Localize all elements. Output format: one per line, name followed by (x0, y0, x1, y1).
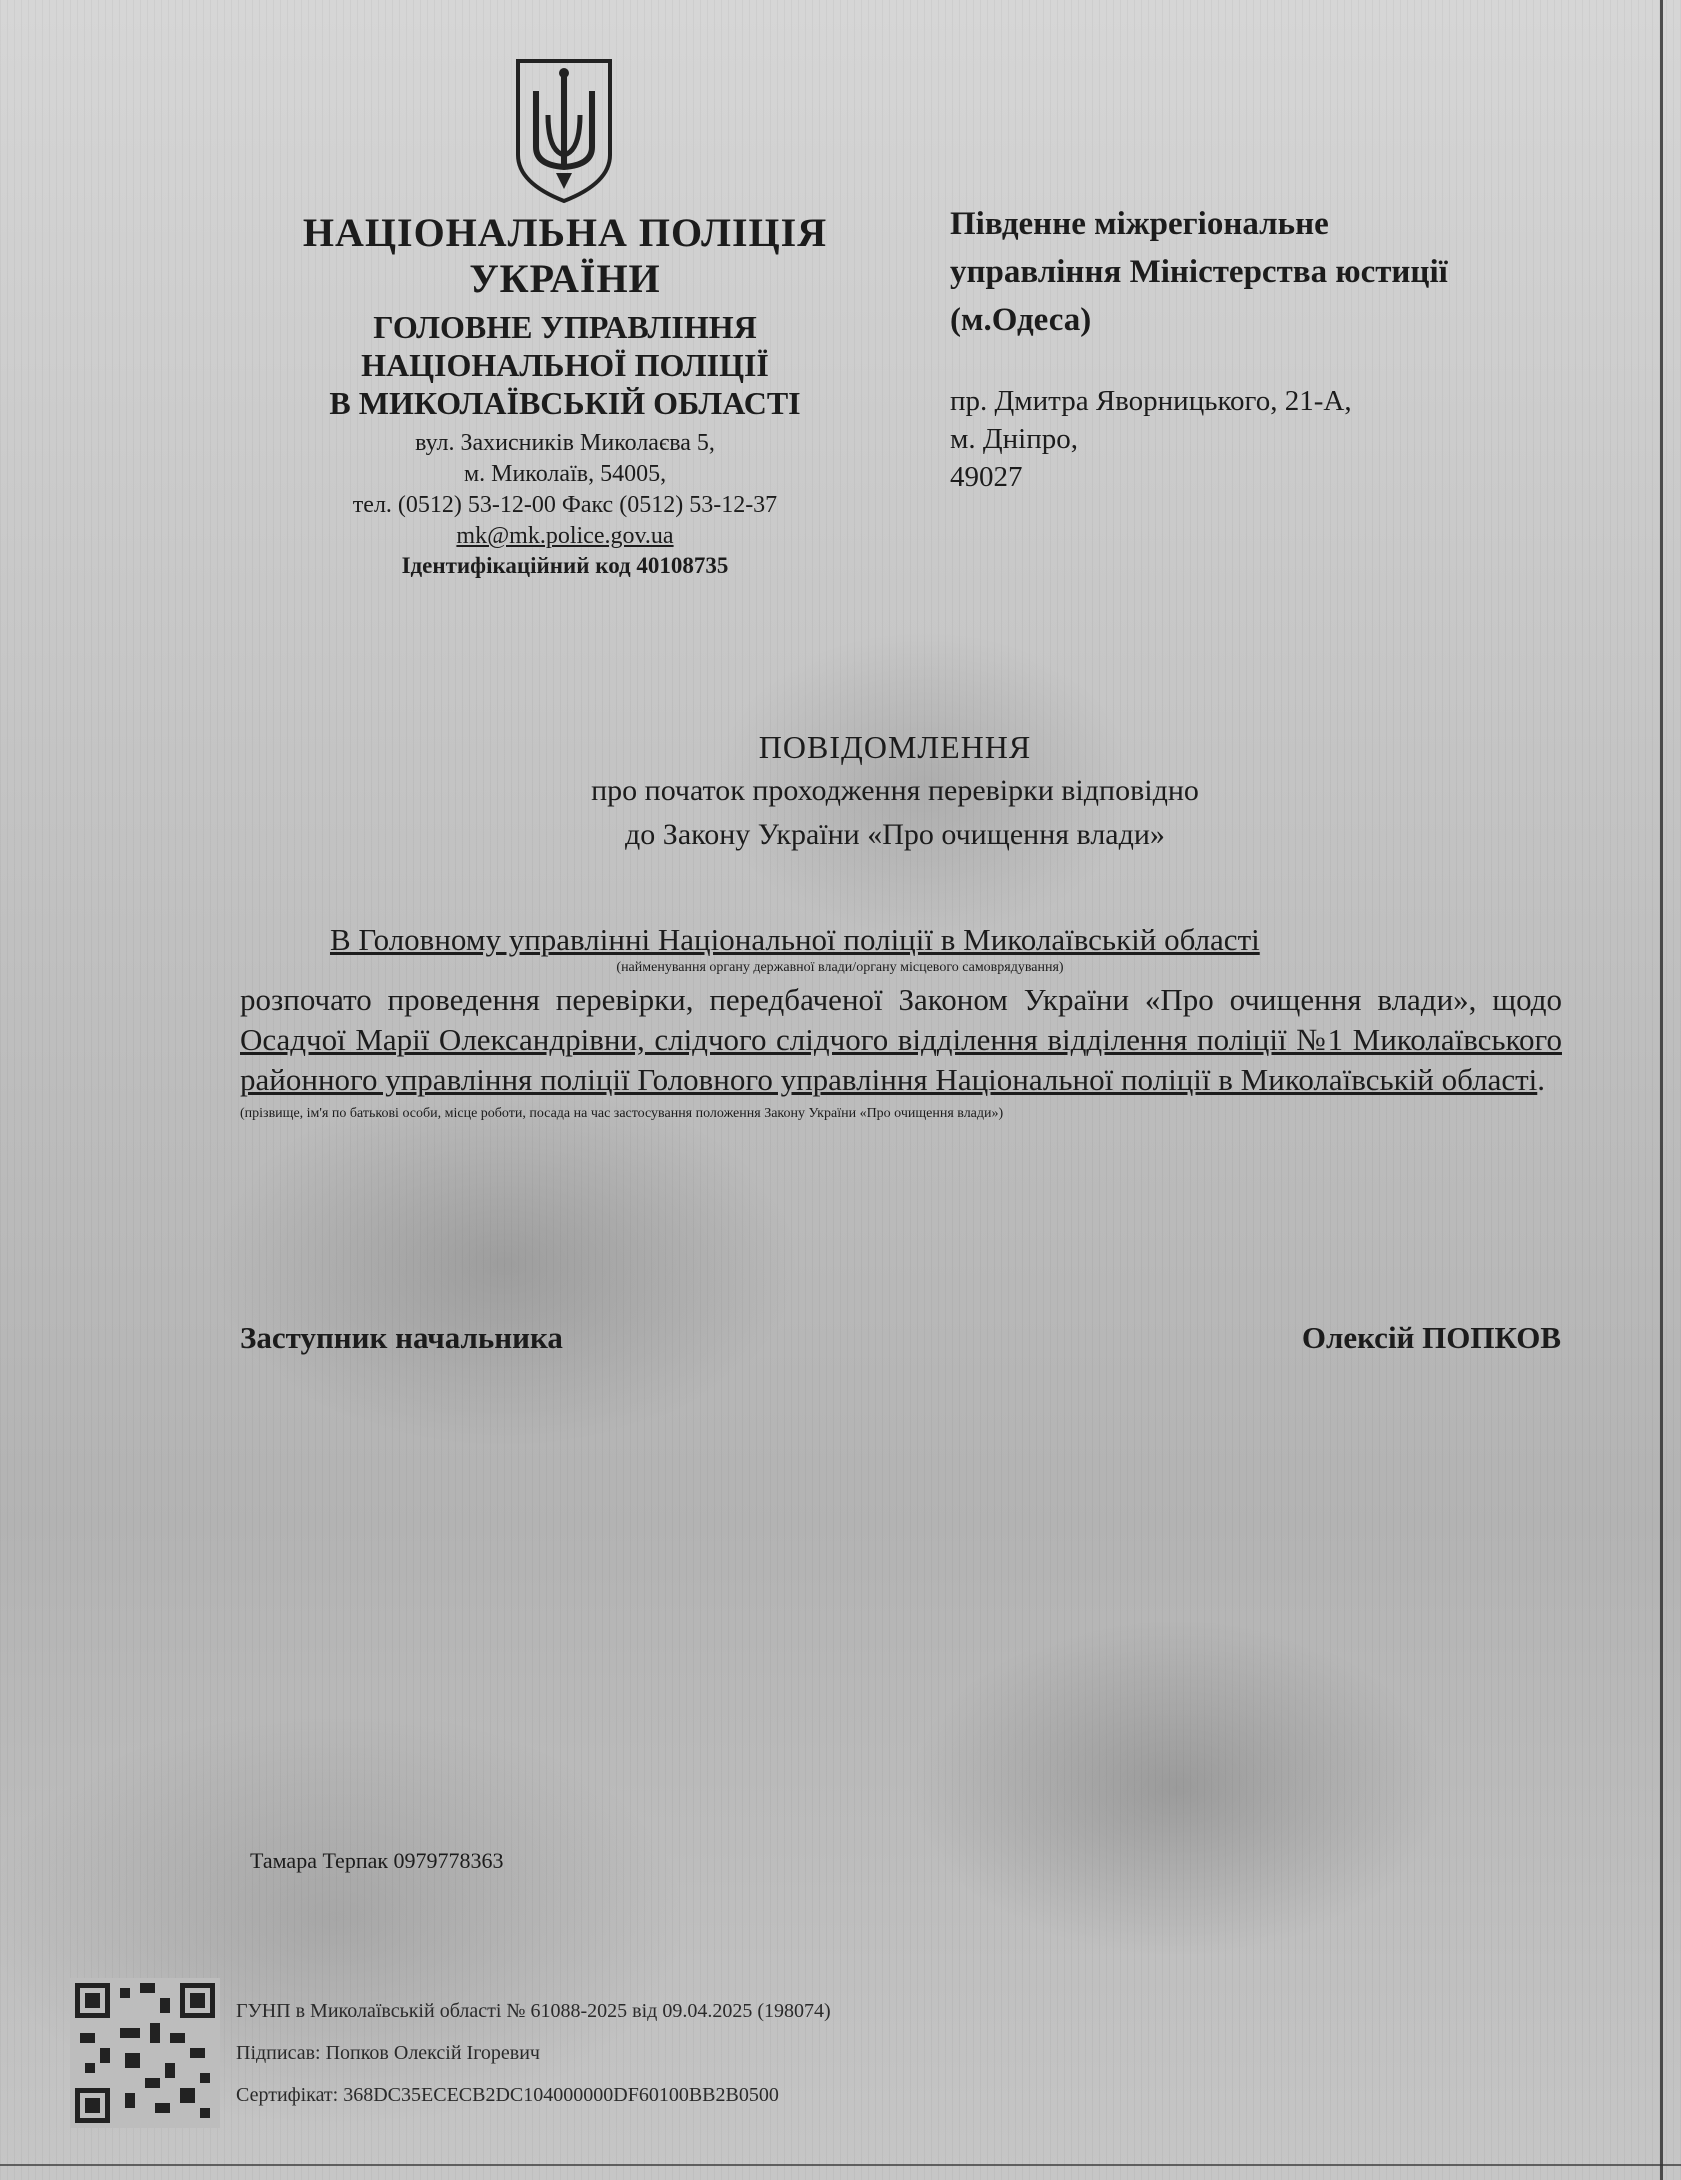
sender-address-line1: вул. Захисників Миколаєва 5, (415, 430, 715, 456)
sender-dept-line3: В МИКОЛАЇВСЬКІЙ ОБЛАСТІ (329, 385, 801, 421)
qr-code-icon (70, 1978, 220, 2128)
sender-dept-line2: НАЦІОНАЛЬНОЇ ПОЛІЦІЇ (361, 347, 769, 383)
person-caption: (прізвище, ім'я по батькові особи, місце роботи, посада на час застосування положення Закону України «Про очищення влади») (240, 1106, 1004, 1121)
signatory-role: Заступник начальника (240, 1320, 563, 1355)
recipient-address-line1: пр. Дмитра Яворницького, 21-А, (950, 385, 1352, 417)
notice-title: ПОВІДОМЛЕННЯ (758, 729, 1032, 765)
ukraine-trident-icon (512, 55, 616, 205)
body-text-start: розпочато проведення перевірки, передбаченої Законом України «Про очищення влади», щодо (240, 982, 1562, 1017)
sender-id-code: Ідентифікаційний код 40108735 (401, 553, 729, 578)
scan-edge-right (1660, 0, 1663, 2180)
sender-address-line2: м. Миколаїв, 54005, (463, 461, 667, 487)
notice-subtitle-line2: до Закону України «Про очищення влади» (625, 818, 1165, 851)
stamp-registration: ГУНП в Миколаївській області № 61088-2025 від 09.04.2025 (198074) (236, 2000, 831, 2022)
signatory-name: Олексій ПОПКОВ (1301, 1320, 1561, 1355)
scan-edge-bottom (0, 2164, 1681, 2166)
executor-contact: Тамара Терпак 0979778363 (250, 1848, 504, 1873)
authority-caption: (найменування органу державної влади/органу місцевого самоврядування) (616, 960, 1064, 975)
notice-subtitle-line1: про початок проходження перевірки відповідно (591, 774, 1199, 807)
body-text-end: . (1537, 1062, 1546, 1097)
stamp-certificate: Сертифікат: 368DC35ECECB2DC104000000DF60100BB2B0500 (236, 2084, 779, 2106)
recipient-address-line3: 49027 (950, 461, 1023, 493)
recipient-header (950, 200, 1590, 496)
recipient-line2: управління Міністерства юстиції (950, 254, 1448, 290)
recipient-line3: (м.Одеса) (950, 302, 1092, 338)
sender-phone: тел. (0512) 53-12-00 Факс (0512) 53-12-37 (352, 492, 778, 518)
sender-dept-line1: ГОЛОВНЕ УПРАВЛІННЯ (373, 309, 757, 345)
notice-body (240, 920, 1562, 1122)
electronic-signature-stamp (236, 1990, 831, 2116)
notice-heading (340, 725, 1450, 857)
authority-name: В Головному управлінні Національної поліції в Миколаївській області (330, 922, 1260, 957)
sender-org-line1: НАЦІОНАЛЬНА ПОЛІЦІЯ (302, 210, 828, 255)
sender-org-line2: УКРАЇНИ (469, 256, 661, 301)
person-details: Осадчої Марії Олександрівни, слідчого слідчого відділення відділення поліції №1 Миколаївського районного управління поліції Головного управління Національної поліції в Миколаївській області (240, 1022, 1562, 1097)
sender-email-link[interactable]: mk@mk.police.gov.ua (456, 523, 674, 549)
recipient-line1: Південне міжрегіональне (950, 206, 1329, 242)
sender-header (265, 210, 865, 581)
recipient-address-line2: м. Дніпро, (950, 423, 1078, 455)
stamp-signer: Підписав: Попков Олексій Ігоревич (236, 2042, 540, 2064)
